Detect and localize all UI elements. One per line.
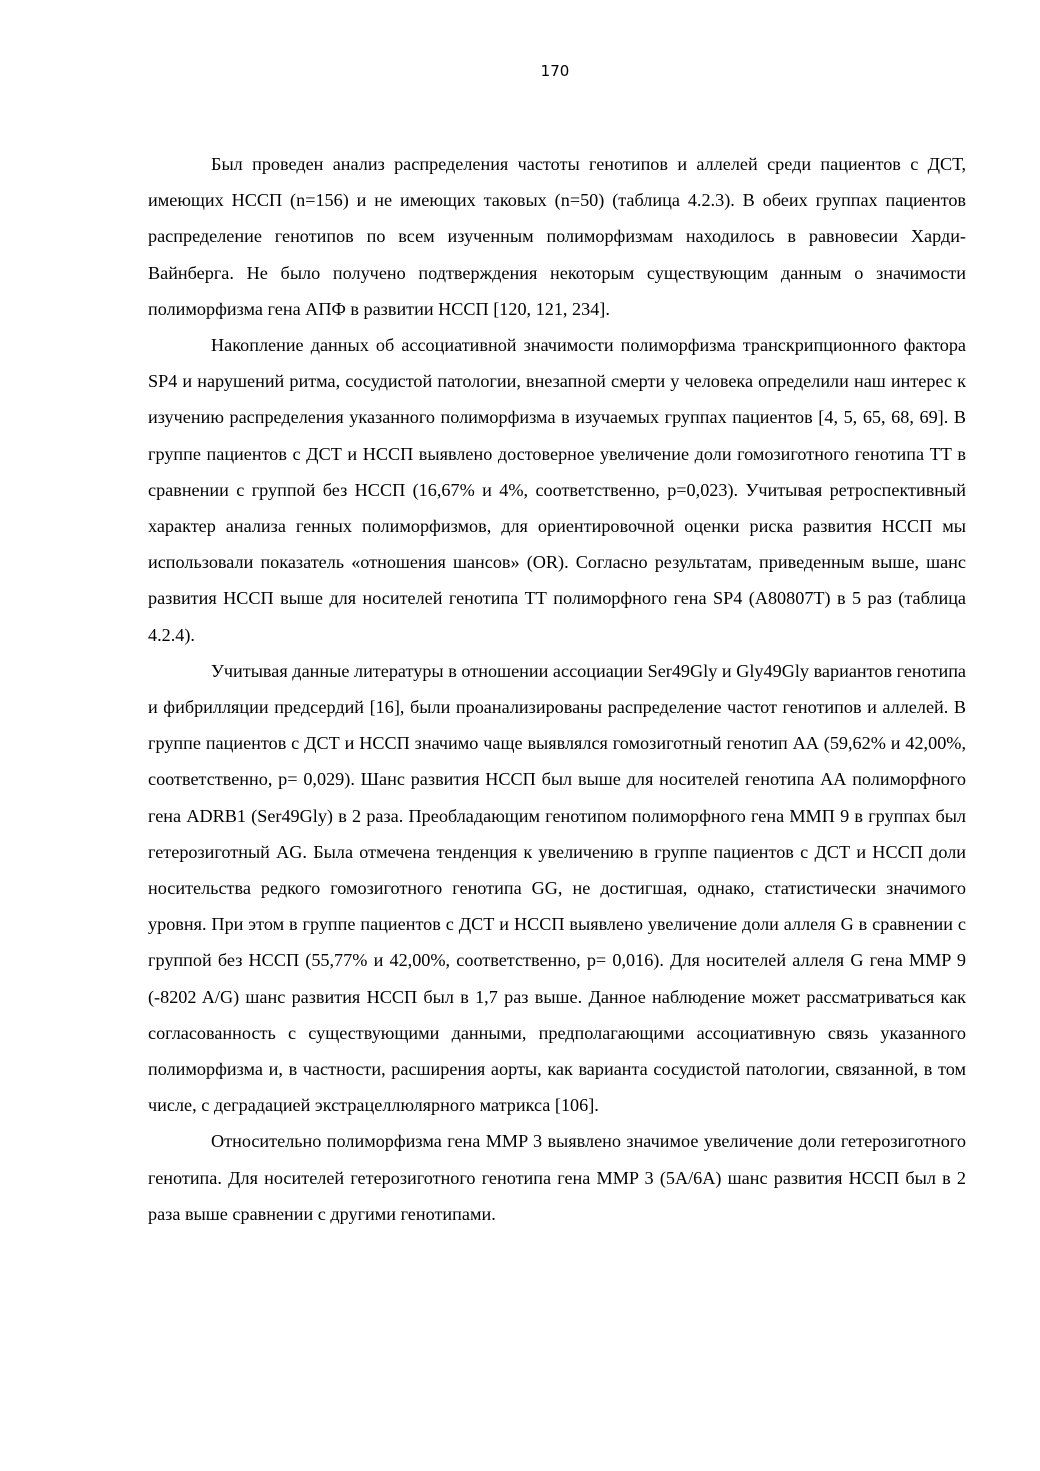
paragraph-mmp3: Относительно полиморфизма гена MMP 3 выявлено значимое увеличение доли гетерозиготного генотипа. Для носителей гетерозиготного генотипа гена MMP 3 (5A/6A) шанс развития НССП был в 2 раза выше сравнении с другими генотипами.: [148, 1131, 966, 1224]
page-number: 170: [540, 62, 570, 80]
paragraph-genotype-distribution: Был проведен анализ распределения частоты генотипов и аллелей среди пациентов с ДСТ, имеющих НССП (n=156) и не имеющих таковых (n=50) (таблица 4.2.3). В обеих группах пациентов распределение генотипов по всем изученным полиморфизмам находилось в равновесии Харди-Вайнберга. Не было получено подтверждения некоторым существующим данным о значимости полиморфизма гена АПФ в развитии НССП [120, 121, 234].: [148, 154, 966, 319]
document-body: [148, 146, 966, 1232]
paragraph-adrb1-mmp9: Учитывая данные литературы в отношении ассоциации Ser49Gly и Gly49Gly вариантов генотипа и фибрилляции предсердий [16], были проанализированы распределение частот генотипов и аллелей. В группе пациентов с ДСТ и НССП значимо чаще выявлялся гомозиготный генотип АА (59,62% и 42,00%, соответственно, р= 0,029). Шанс развития НССП был выше для носителей генотипа АА полиморфного гена ADRB1 (Ser49Gly) в 2 раза. Преобладающим генотипом полиморфного гена ММП 9 в группах был гетерозиготный AG. Была отмечена тенденция к увеличению в группе пациентов с ДСТ и НССП доли носительства редкого гомозиготного генотипа GG, не достигшая, однако, статистически значимого уровня. При этом в группе пациентов с ДСТ и НССП выявлено увеличение доли аллеля G в сравнении с группой без НССП (55,77% и 42,00%, соответственно, р= 0,016). Для носителей аллеля G гена MMP 9 (-8202 A/G) шанс развития НССП был в 1,7 раз выше. Данное наблюдение может рассматриваться как согласованность с существующими данными, предполагающими ассоциативную связь указанного полиморфизма и, в частности, расширения аорты, как варианта сосудистой патологии, связанной, в том числе, с деградацией экстрацеллюлярного матрикса [106].: [148, 660, 966, 1116]
paragraph-sp4-polymorphism: Накопление данных об ассоциативной значимости полиморфизма транскрипционного фактора SP4 и нарушений ритма, сосудистой патологии, внезапной смерти у человека определили наш интерес к изучению распределения указанного полиморфизма в изучаемых группах пациентов [4, 5, 65, 68, 69]. В группе пациентов с ДСТ и НССП выявлено достоверное увеличение доли гомозиготного генотипа ТТ в сравнении с группой без НССП (16,67% и 4%, соответственно, р=0,023). Учитывая ретроспективный характер анализа генных полиморфизмов, для ориентировочной оценки риска развития НССП мы использовали показатель «отношения шансов» (OR). Согласно результатам, приведенным выше, шанс развития НССП выше для носителей генотипа ТТ полиморфного гена SP4 (A80807T) в 5 раз (таблица 4.2.4).: [148, 335, 966, 645]
